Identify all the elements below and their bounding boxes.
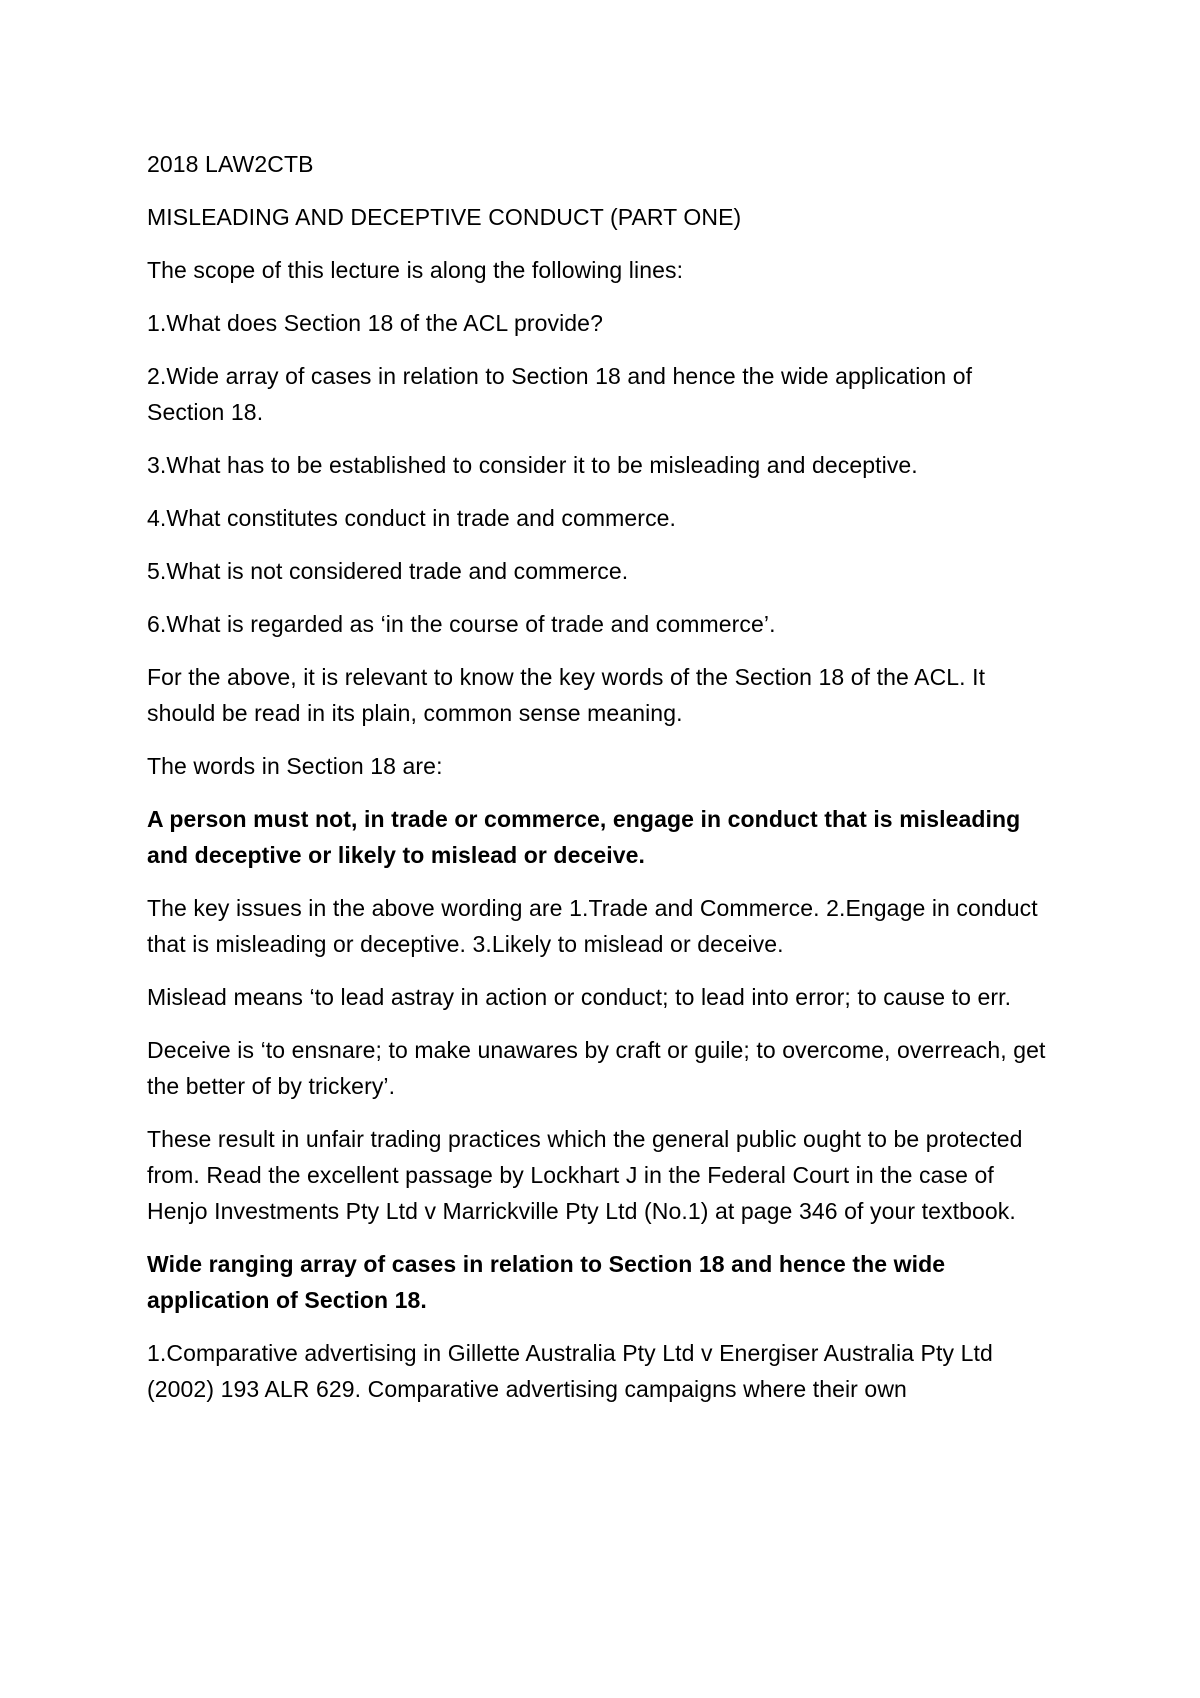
mislead-definition: Mislead means ‘to lead astray in action or conduct; to lead into error; to cause to err.: [147, 984, 1012, 1010]
scope-item-4: 4.What constitutes conduct in trade and commerce.: [147, 505, 677, 531]
scope-item-1: 1.What does Section 18 of the ACL provide?: [147, 310, 603, 336]
document-title: MISLEADING AND DECEPTIVE CONDUCT (PART ONE): [147, 204, 742, 230]
key-words-paragraph: For the above, it is relevant to know the key words of the Section 18 of the ACL. It should be read in its plain, common sense meaning.: [147, 664, 986, 726]
words-intro: The words in Section 18 are:: [147, 753, 443, 779]
scope-item-2: 2.Wide array of cases in relation to Section 18 and hence the wide application of Section 18.: [147, 363, 973, 425]
scope-intro: The scope of this lecture is along the following lines:: [147, 257, 684, 283]
case-1-paragraph: 1.Comparative advertising in Gillette Australia Pty Ltd v Energiser Australia Pty Ltd (2002) 193 ALR 629. Comparative advertising campaigns where their own: [147, 1340, 993, 1402]
deceive-definition: Deceive is ‘to ensnare; to make unawares by craft or guile; to overcome, overreach, get the better of by trickery’.: [147, 1037, 1046, 1099]
course-line: 2018 LAW2CTB: [147, 151, 314, 177]
scope-item-5: 5.What is not considered trade and commerce.: [147, 558, 629, 584]
cases-heading: Wide ranging array of cases in relation to Section 18 and hence the wide application of Section 18.: [147, 1251, 946, 1313]
scope-item-3: 3.What has to be established to consider it to be misleading and deceptive.: [147, 452, 918, 478]
section-18-quote: A person must not, in trade or commerce, engage in conduct that is misleading and deceptive or likely to mislead or deceive.: [147, 806, 1021, 868]
key-issues-paragraph: The key issues in the above wording are 1.Trade and Commerce. 2.Engage in conduct that is misleading or deceptive. 3.Likely to mislead or deceive.: [147, 895, 1038, 957]
unfair-trading-paragraph: These result in unfair trading practices which the general public ought to be protected from. Read the excellent passage by Lockhart J in the Federal Court in the case of Henjo Investments Pty Ltd v Marrickville Pty Ltd (No.1) at page 346 of your textbook.: [147, 1126, 1023, 1224]
scope-item-6: 6.What is regarded as ‘in the course of trade and commerce’.: [147, 611, 776, 637]
